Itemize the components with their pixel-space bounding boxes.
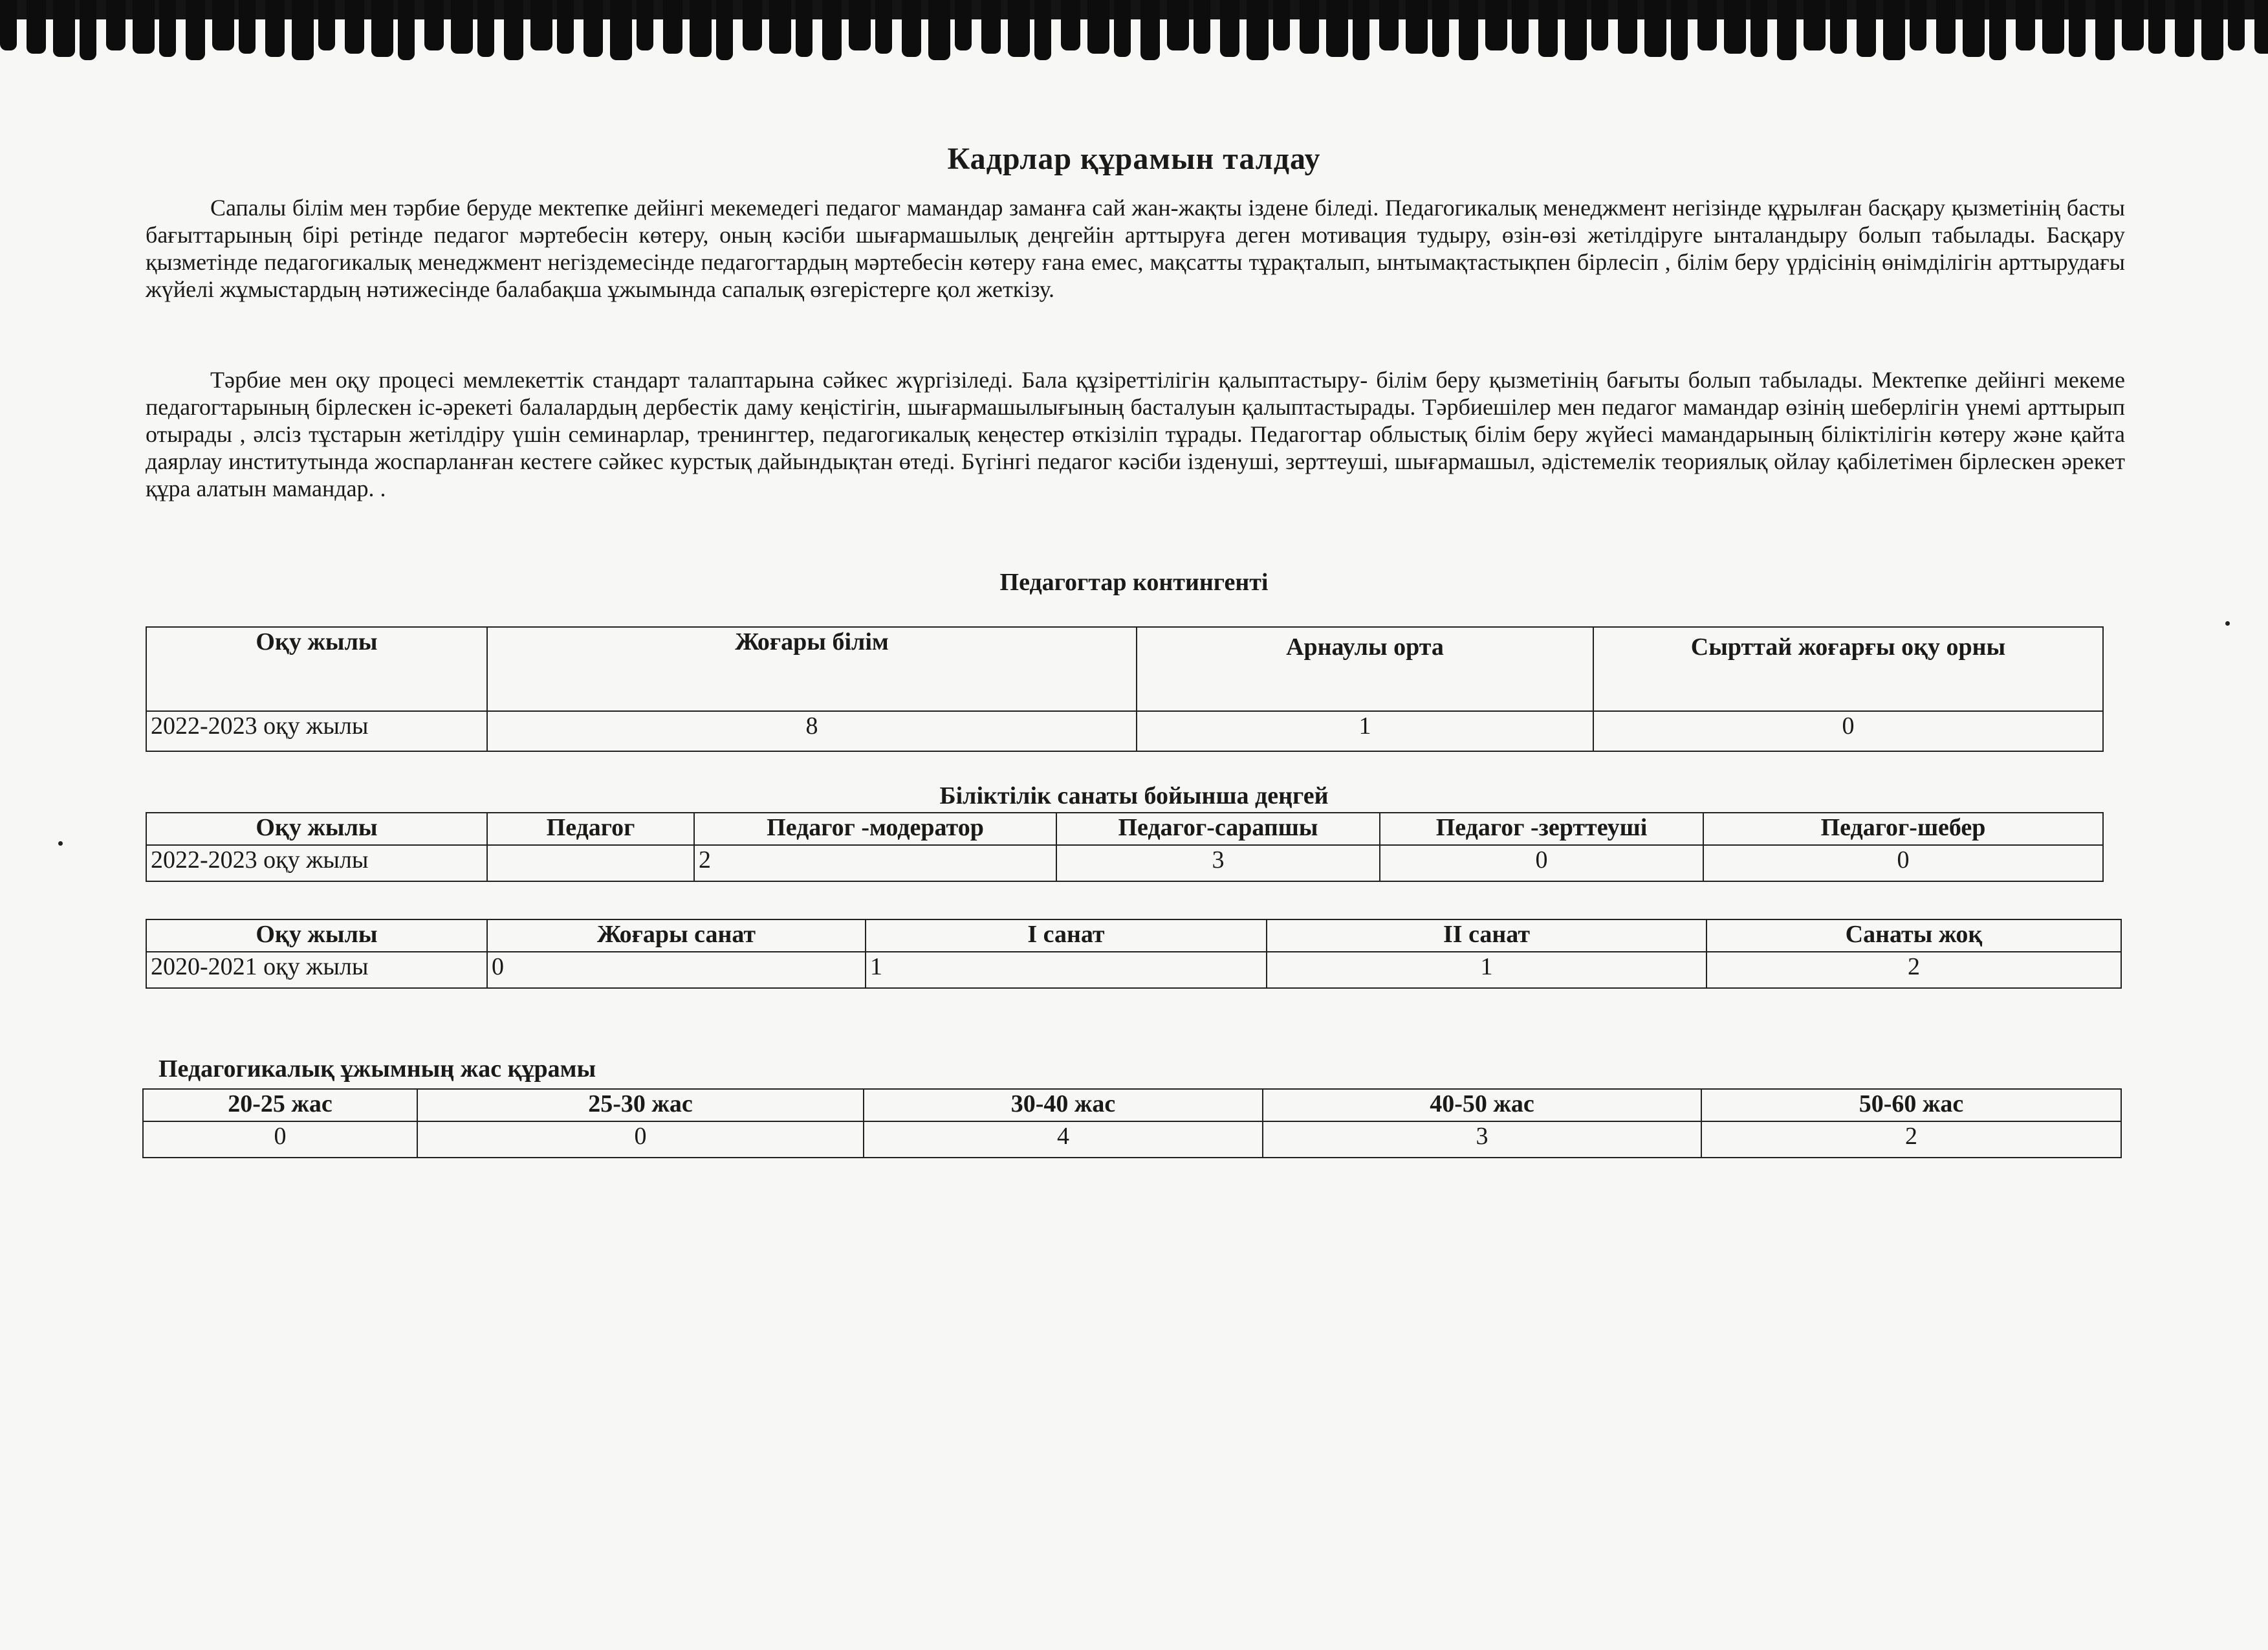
page-title: Кадрлар құрамын талдау [947, 142, 1321, 176]
binding-ring [212, 0, 234, 50]
binding-ring [928, 0, 950, 60]
binding-ring [875, 0, 892, 54]
binding-ring [849, 0, 871, 50]
table-cell: 1 [1137, 711, 1593, 751]
binding-ring [1247, 0, 1269, 60]
binding-ring [80, 0, 96, 60]
header-cell: Педагог -зерттеуші [1380, 813, 1703, 845]
binding-ring [743, 0, 762, 50]
paragraph-1: Сапалы білім мен тәрбие беруде мектепке дейінгі мекемедегі педагог мамандар заманға сай жан-жақты іздене біледі. Педагогикалық менеджмент негізінде құрылған басқару қызметінің басты бағыттарының бірі ретінде педагог мәртебесін көтеру, оның кәсіби шығармашылық деңгейін арттыруға деген мотивация тудыру, өзін-өзі жетілдіруге ынталандыру болып табылады. Басқару қызметінде педагогикалық менеджмент негіздемесінде педагогтардың мәртебесін көтеру ғана емес, мақсатты тұрақталып, ынтымақтастықпен бірлесіп , білім беру үрдісінің өнімділігін арттырудағы жүйелі жұмыстардың нәтижесінде балабақша ұжымында сапалық өзгерістерге қол жеткізу. [146, 195, 2125, 302]
binding-ring [186, 0, 205, 60]
table-cell: 0 [417, 1121, 864, 1158]
binding-ring [1538, 0, 1558, 57]
binding-ring [1883, 0, 1905, 60]
binding-strip [0, 0, 2268, 78]
binding-ring [1591, 0, 1608, 50]
qualification-table-title: Біліктілік санаты бойынша деңгей [939, 782, 1329, 809]
binding-ring [1963, 0, 1985, 57]
binding-ring [1220, 0, 1239, 57]
binding-ring [716, 0, 733, 60]
table-cell: 2 [1701, 1121, 2121, 1158]
table-cell: 1 [1267, 952, 1706, 988]
binding-ring [1936, 0, 1956, 54]
header-cell: 40-50 жас [1263, 1089, 1701, 1121]
table-cell: 2 [1706, 952, 2121, 988]
age-table-title: Педагогикалық ұжымның жас құрамы [158, 1055, 596, 1083]
binding-ring [663, 0, 682, 54]
header-cell: Педагог-шебер [1703, 813, 2103, 845]
binding-ring [1671, 0, 1688, 60]
binding-ring [2228, 0, 2245, 50]
header-cell: Жоғары білім [487, 627, 1137, 711]
binding-ring [1379, 0, 1399, 50]
header-cell: Жоғары санат [487, 919, 866, 952]
binding-ring [1194, 0, 1210, 54]
binding-ring [451, 0, 473, 54]
header-cell: I санат [866, 919, 1267, 952]
binding-ring [1459, 0, 1478, 60]
binding-ring [1008, 0, 1030, 57]
header-cell: Оқу жылы [146, 813, 487, 845]
header-cell: Сырттай жоғарғы оқу орны [1593, 627, 2103, 711]
binding-ring [1406, 0, 1428, 54]
binding-ring [2016, 0, 2035, 50]
paragraph-2: Тәрбие мен оқу процесі мемлекеттік стандарт талаптарына сәйкес жүргізіледі. Бала құзіреттілігін қалыптастыру- білім беру қызметінің бағыты болып табылады. Мектепке дейінгі мекеме педагогтарының бірлескен іс-әрекеті балалардың дербестік даму кеңістігін, шығармашылығының басталуын қалыптастырады. Тәрбиешілер мен педагог мамандар өзінің шеберлігін үнемі арттырып отырады , әлсіз тұстарын жетілдіру үшін семинарлар, тренингтер, педагогикалық кеңестер өткізіліп тұрады. Педагогтар облыстық білім беру жүйесі мамандарының біліктілігін көтеру және қайта даярлау институтында жоспарланған кестеге сәйкес курстық дайындықтан өтеді. Бүгінгі педагог кәсіби ізденуші, зерттеуші, шығармашыл, әдістемелік теориялық ойлау қабілетімен бірлескен әрекет құра алатын мамандар. . [146, 367, 2125, 501]
binding-ring [1087, 0, 1109, 54]
binding-ring [0, 0, 17, 50]
binding-ring [955, 0, 972, 50]
binding-ring [2175, 0, 2194, 57]
table-cell: 3 [1056, 845, 1380, 881]
header-cell: 20-25 жас [143, 1089, 417, 1121]
header-cell: 50-60 жас [1701, 1089, 2121, 1121]
binding-ring [1273, 0, 1290, 50]
binding-ring [769, 0, 791, 54]
binding-ring [159, 0, 176, 57]
table-cell: 0 [1703, 845, 2103, 881]
binding-ring [1830, 0, 1847, 54]
binding-ring [822, 0, 842, 60]
binding-ring [239, 0, 256, 54]
binding-ring [1804, 0, 1826, 50]
binding-ring [1857, 0, 1876, 57]
binding-ring [1724, 0, 1746, 54]
binding-ring [2095, 0, 2115, 60]
header-cell: Арнаулы орта [1137, 627, 1593, 711]
table-cell: 2022-2023 оқу жылы [146, 711, 487, 751]
table-cell: 0 [1593, 711, 2103, 751]
contingent-table [146, 626, 2104, 752]
binding-ring [1353, 0, 1369, 60]
table-cell: 2020-2021 оқу жылы [146, 952, 487, 988]
binding-ring [1061, 0, 1080, 50]
binding-ring [637, 0, 653, 50]
binding-ring [1618, 0, 1637, 54]
binding-ring [1167, 0, 1189, 50]
binding-ring [424, 0, 444, 50]
header-cell: Санаты жоқ [1706, 919, 2121, 952]
binding-ring [504, 0, 523, 60]
binding-ring [1644, 0, 1666, 57]
binding-ring [557, 0, 574, 54]
binding-ring [2201, 0, 2223, 60]
table-cell: 0 [143, 1121, 417, 1158]
header-cell: 25-30 жас [417, 1089, 864, 1121]
binding-ring [1697, 0, 1717, 50]
category-table [146, 919, 2122, 989]
binding-ring [902, 0, 921, 57]
age-table [142, 1088, 2122, 1158]
binding-ring [1300, 0, 1319, 54]
binding-ring [1140, 0, 1160, 60]
binding-ring [2122, 0, 2144, 50]
table-cell: 0 [487, 952, 866, 988]
binding-ring [2148, 0, 2165, 54]
binding-ring [1034, 0, 1051, 60]
binding-ring [371, 0, 393, 57]
binding-ring [27, 0, 46, 54]
header-cell: 30-40 жас [864, 1089, 1263, 1121]
scan-dot [58, 841, 63, 846]
header-cell: II санат [1267, 919, 1706, 952]
binding-ring [106, 0, 125, 50]
binding-ring [292, 0, 314, 60]
header-cell: Педагог-сарапшы [1056, 813, 1380, 845]
binding-ring [1512, 0, 1529, 54]
binding-ring [1565, 0, 1587, 60]
binding-ring [796, 0, 812, 57]
table-cell: 1 [866, 952, 1267, 988]
header-cell: Педагог [487, 813, 694, 845]
binding-ring [530, 0, 552, 50]
table-cell: 3 [1263, 1121, 1701, 1158]
binding-ring [690, 0, 712, 57]
table-cell: 4 [864, 1121, 1263, 1158]
header-cell: Педагог -модератор [694, 813, 1056, 845]
table-cell: 2 [694, 845, 1056, 881]
header-cell: Оқу жылы [146, 627, 487, 711]
contingent-table-title: Педагогтар контингенті [999, 569, 1269, 596]
table-cell [487, 845, 694, 881]
binding-ring [1989, 0, 2006, 60]
binding-ring [265, 0, 285, 57]
binding-ring [477, 0, 494, 57]
binding-ring [981, 0, 1001, 54]
table-cell: 0 [1380, 845, 1703, 881]
binding-ring [345, 0, 364, 54]
binding-ring [398, 0, 415, 60]
scan-dot [2225, 621, 2230, 626]
binding-ring [1910, 0, 1926, 50]
binding-ring [53, 0, 75, 57]
binding-ring [2069, 0, 2086, 57]
binding-ring [1777, 0, 1796, 60]
binding-ring [583, 0, 603, 57]
binding-ring [1432, 0, 1449, 57]
header-cell: Оқу жылы [146, 919, 487, 952]
binding-ring [1750, 0, 1767, 57]
table-cell: 2022-2023 оқу жылы [146, 845, 487, 881]
table-cell: 8 [487, 711, 1137, 751]
binding-ring [2042, 0, 2064, 54]
binding-ring [318, 0, 335, 50]
binding-ring [2254, 0, 2268, 54]
binding-ring [133, 0, 155, 54]
binding-ring [1326, 0, 1348, 57]
binding-ring [1114, 0, 1131, 57]
qualification-table [146, 812, 2104, 882]
binding-ring [610, 0, 632, 60]
binding-ring [1485, 0, 1507, 50]
